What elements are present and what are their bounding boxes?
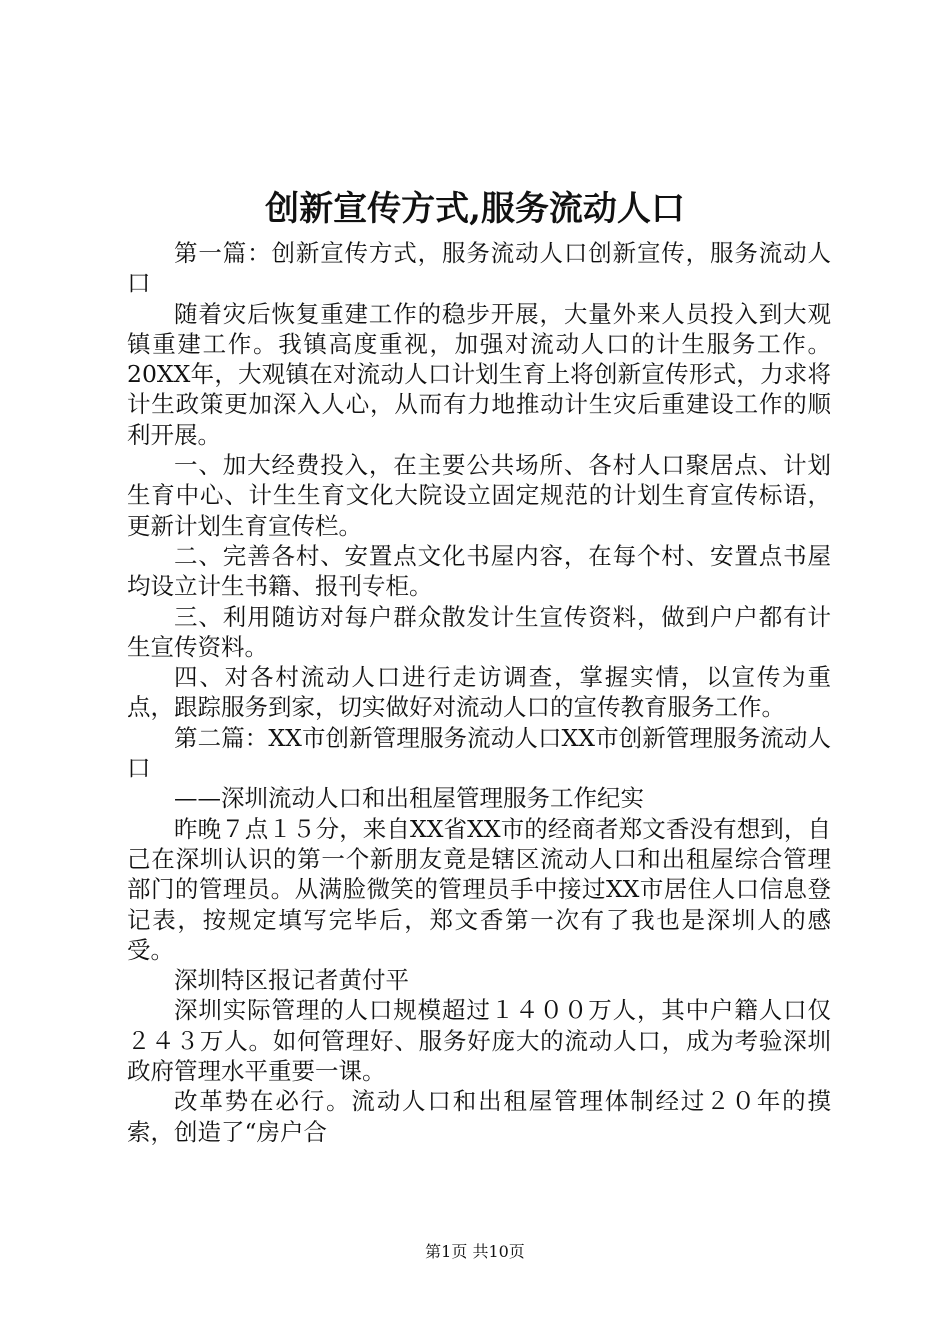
paragraph: 三、利用随访对每户群众散发计生宣传资料，做到户户都有计生宣传资料。 (127, 602, 831, 661)
document-body (127, 238, 831, 1147)
paragraph: 改革势在必行。流动人口和出租屋管理体制经过２０年的摸索，创造了“房户合 (127, 1087, 831, 1146)
byline: 深圳特区报记者黄付平 (174, 966, 409, 995)
paragraph: 昨晚７点１５分，来自XX省XX市的经商者郑文香没有想到，自己在深圳认识的第一个新朋友竟是辖区流动人口和出租屋综合管理部门的管理员。从满脸微笑的管理员手中接过XX市居住人口信息登记表，按规定填写完毕后，郑文香第一次有了我也是深圳人的感受。 (127, 814, 831, 964)
paragraph: 深圳实际管理的人口规模超过１４００万人，其中户籍人口仅２４３万人。如何管理好、服务好庞大的流动人口，成为考验深圳政府管理水平重要一课。 (127, 996, 831, 1086)
paragraph: 第二篇：XX市创新管理服务流动人口XX市创新管理服务流动人口 (127, 723, 831, 783)
paragraph: 一、加大经费投入，在主要公共场所、各村人口聚居点、计划生育中心、计生生育文化大院设立固定规范的计划生育宣传标语，更新计划生育宣传栏。 (127, 451, 831, 540)
paragraph: 二、完善各村、安置点文化书屋内容，在每个村、安置点书屋均设立计生书籍、报刊专柜。 (127, 541, 831, 601)
paragraph: 第一篇：创新宣传方式，服务流动人口创新宣传，服务流动人口 (127, 239, 831, 298)
document-title: 创新宣传方式,服务流动人口 (265, 189, 685, 229)
paragraph: 随着灾后恢复重建工作的稳步开展，大量外来人员投入到大观镇重建工作。我镇高度重视，加强对流动人口的计生服务工作。20XX年，大观镇在对流动人口计划生育上将创新宣传形式，力求将计生政策更加深入人心，从而有力地推动计生灾后重建设工作的顺利开展。 (127, 299, 831, 449)
page-footer: 第1页 共10页 (425, 1242, 525, 1261)
paragraph: 四、对各村流动人口进行走访调查，掌握实情，以宣传为重点，跟踪服务到家，切实做好对流动人口的宣传教育服务工作。 (127, 663, 831, 722)
subtitle-paragraph: ——深圳流动人口和出租屋管理服务工作纪实 (174, 784, 644, 813)
